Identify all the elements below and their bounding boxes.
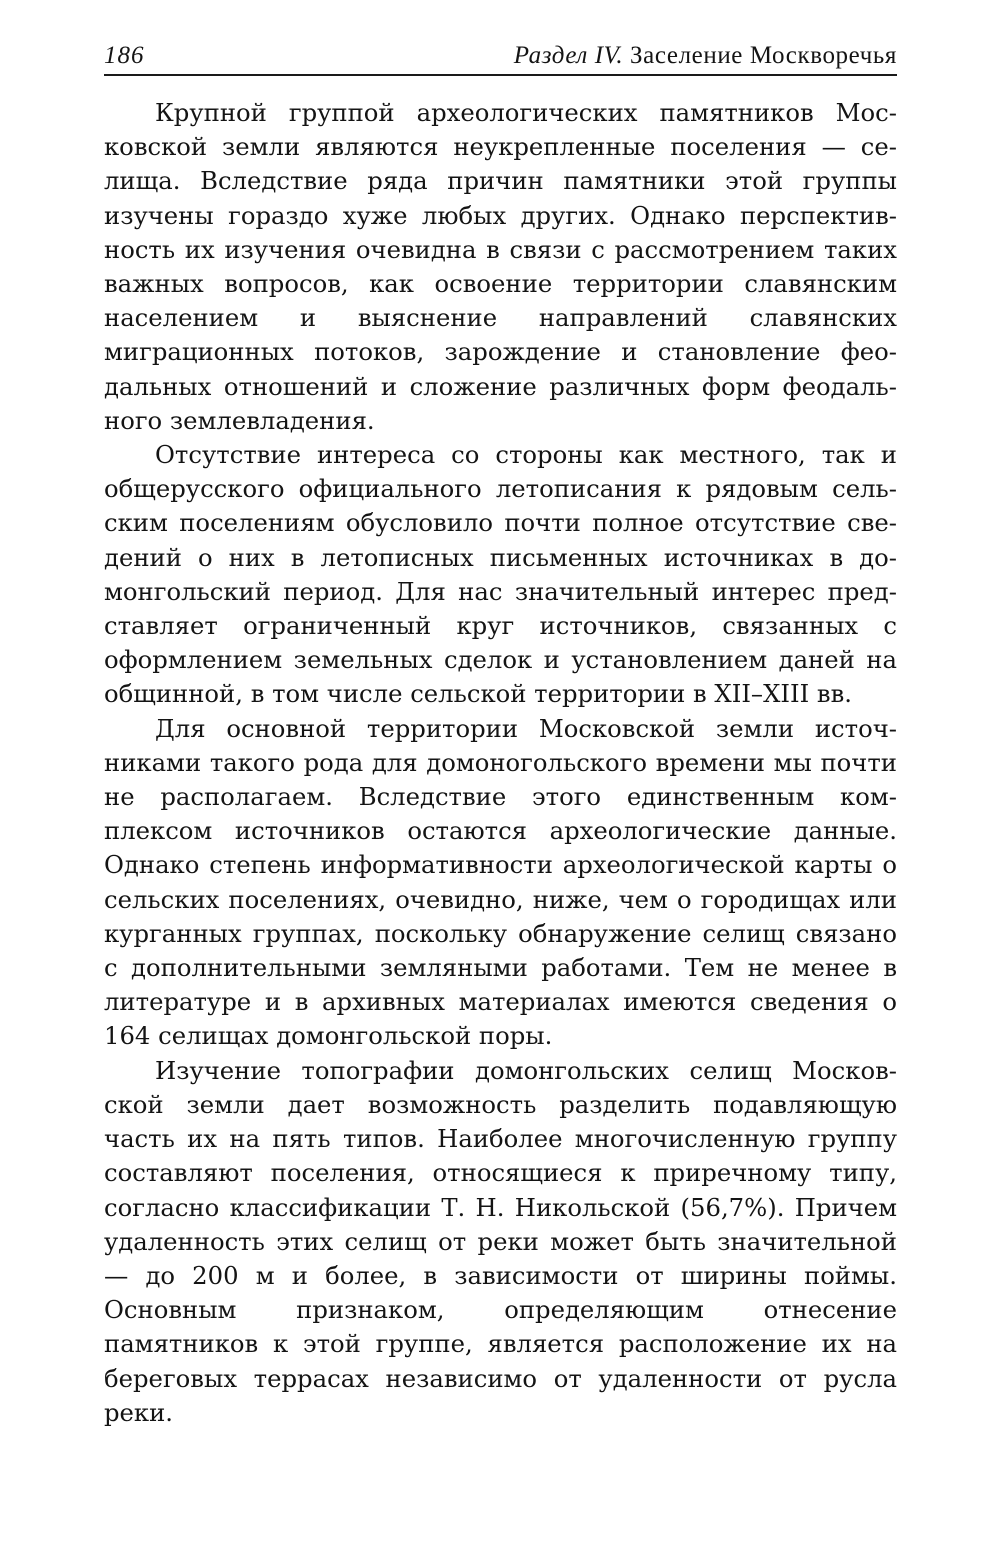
paragraph-1: Крупной группой археологических памятников Московской земли являются неукрепленные поселения — селища. Вследствие ряда причин памятники этой группы изучены гораздо хуже любых других. Однако перспективность их изучения очевидна в связи с рассмотрением таких важных вопросов, как освоение территории славянским населением и выяснение направлений славянских миграционных потоков, зарождение и становление феодальных отношений и сложение различных форм феодального землевладения. [104,98,897,435]
paragraph-4: Изучение топографии домонгольских селищ Московской земли дает возможность разделить подавляющую часть их на пять типов. Наиболее многочисленную группу составляют поселения, относящиеся к приречному типу, согласно классификации Т. Н. Никольской (56,7%). Причем удаленность этих селищ от реки может быть значительной — до 200 м и более, в зависимости от ширины поймы. Основным признаком, определяющим отнесение памятников к этой группе, является расположение их на береговых террасах независимо от удаленности от русла реки. [104,1055,897,1427]
running-header [104,38,897,76]
section-name: Заселение Москворечья [630,42,897,69]
paragraph-3: Для основной территории Московской земли источниками такого рода для домоногольского времени мы почти не располагаем. Вследствие этого единственным комплексом источников остаются археологические данные. Однако степень информативности археологической карты о сельских поселениях, очевидно, ниже, чем о городищах или курганных группах, поскольку обнаружение селищ связано с дополнительными земляными работами. Тем не менее в литературе и в архивных материалах имеются сведения о 164 селищах домонгольской поры. [104,713,897,1051]
section-title [514,38,897,74]
book-page [104,38,897,1430]
page-number: 186 [104,42,145,69]
paragraph-2: Отсутствие интереса со стороны как местного, так и общерусского официального летописания к рядовым сельским поселениям обусловило почти полное отсутствие сведений о них в летописных письменных источниках в домонгольский период. Для нас значительный интерес представляет ограниченный круг источников, связанных с оформлением земельных сделок и установлением даней на общинной, в том числе сельской территории в XII–XIII вв. [104,440,897,709]
body-text [104,96,897,1430]
section-label: Раздел IV. [513,42,624,69]
